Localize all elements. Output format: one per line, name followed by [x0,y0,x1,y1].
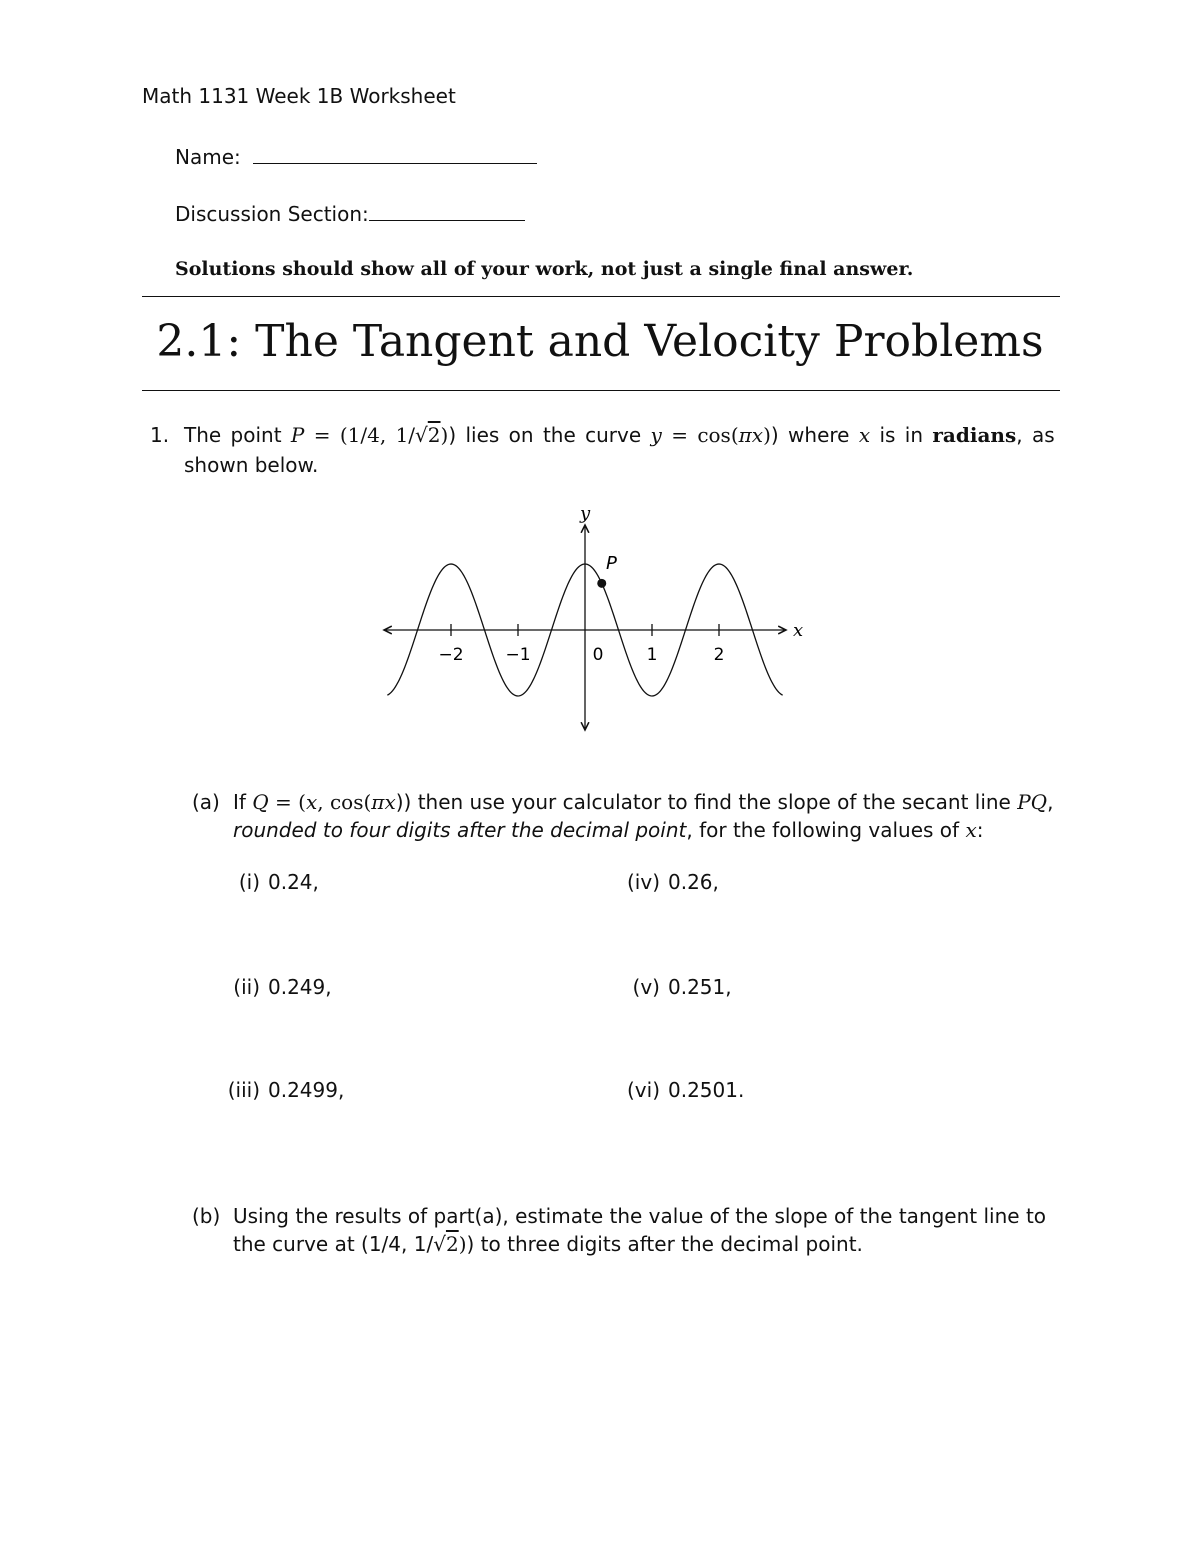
instruction-text: Solutions should show all of your work, not just a single final answer. [175,258,914,280]
x-axis-label: x [793,620,804,641]
section-label: Discussion Section: [175,202,369,226]
option-iii: (iii) 0.2499, [227,1078,345,1102]
name-field[interactable] [175,145,537,169]
tick-label-2: 2 [713,645,725,665]
option-iv: (iv) 0.26, [627,870,719,894]
option-vi: (vi) 0.2501. [627,1078,745,1102]
bottom-rule [142,390,1060,391]
point-p-label: P [606,553,617,574]
part-a-line1: If Q = (x, cos(πx)) then use your calculator to find the slope of the secant line PQ, [233,790,1054,814]
part-a-label: (a) [192,790,220,814]
name-blank[interactable] [253,162,537,164]
section-field[interactable] [175,202,525,226]
course-title: Math 1131 Week 1B Worksheet [142,84,456,108]
problem-number: 1. [150,423,170,447]
option-i: (i) 0.24, [238,870,319,894]
problem-intro-line2: shown below. [184,453,319,477]
option-ii: (ii) 0.249, [233,975,332,999]
option-v: (v) 0.251, [632,975,732,999]
tick-label-neg2: −2 [438,645,464,665]
point-p [597,579,606,588]
part-b-line2: the curve at (1/4, 1/√2)) to three digits after the decimal point. [233,1232,863,1256]
section-blank[interactable] [369,219,525,221]
cosine-graph [370,495,810,740]
tick-label-0: 0 [592,645,604,665]
tick-label-1: 1 [646,645,658,665]
part-b-label: (b) [192,1204,221,1228]
part-a-line2: rounded to four digits after the decimal point, for the following values of x: [233,818,984,842]
problem-intro-line1: The point P = (1/4, 1/√2)) lies on the curve y = cos(πx)) where x is in radians, as [184,423,1055,447]
top-rule [142,296,1060,297]
section-title: 2.1: The Tangent and Velocity Problems [156,316,1044,367]
tick-label-neg1: −1 [505,645,531,665]
part-b-line1: Using the results of part(a), estimate the value of the slope of the tangent line to [233,1204,1047,1228]
y-axis-label: y [580,503,591,524]
name-label: Name: [175,145,241,169]
